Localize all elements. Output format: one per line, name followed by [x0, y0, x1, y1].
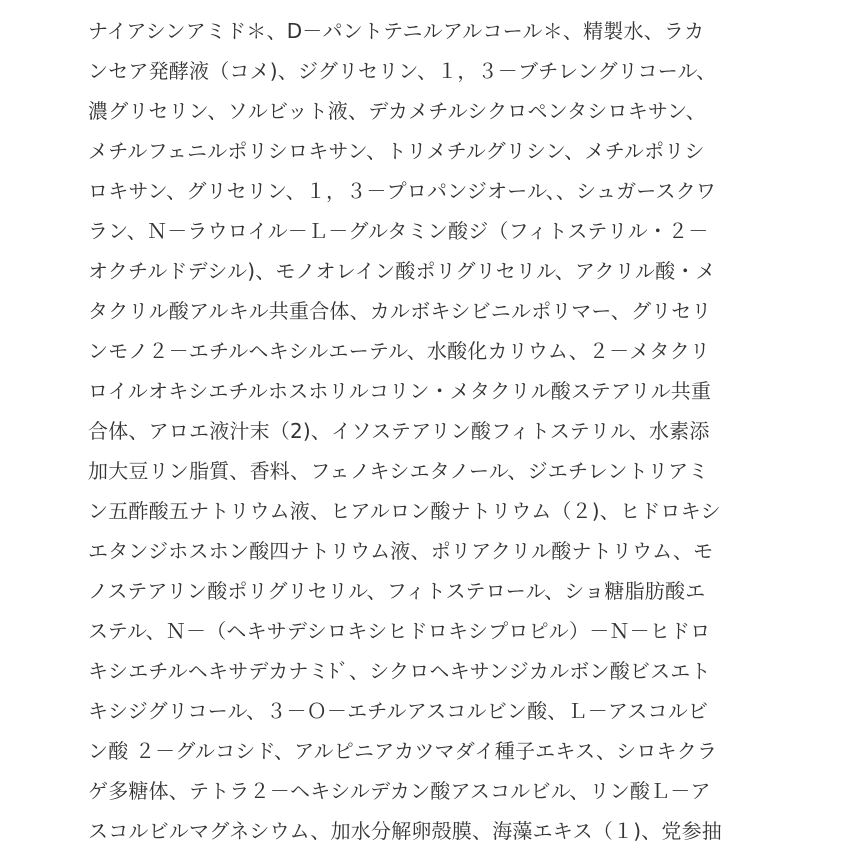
ingredient-line-13: ン五酢酸五ナトリウム液、ヒアルロン酸ナトリウム（２)、ヒドロキシ	[88, 499, 721, 523]
ingredient-line-3: 濃グリセリン、ソルビット液、デカメチルシクロペンタシロキサン、	[88, 99, 706, 123]
ingredient-line-19: ン酸 ２－グルコシド、アルピニアカツマダイ種子エキス、シロキクラ	[88, 739, 718, 763]
ingredient-line-15: ノステアリン酸ポリグリセリル、フィトステロール、ショ糖脂肪酸エ	[88, 579, 706, 603]
ingredient-line-7: オクチルドデシル)、モノオレイン酸ポリグリセリル、アクリル酸・メ	[88, 259, 716, 283]
ingredient-line-11: 合体、アロエ液汁末（2)、イソステアリン酸フィトステリル、水素添	[88, 419, 710, 443]
ingredient-line-12: 加大豆リン脂質、香料、フェノキシエタノール、ジエチレントリアミ	[88, 459, 709, 483]
ingredient-line-21: スコルビルマグネシウム、加水分解卵殻膜、海藻エキス（１)、党参抽	[88, 819, 723, 843]
ingredient-line-14: エタンジホスホン酸四ナトリウム液、ポリアクリル酸ナトリウム、モ	[88, 539, 714, 563]
ingredient-line-10: ロイルオキシエチルホスホリルコリン・メタクリル酸ステアリル共重	[88, 379, 712, 403]
ingredient-line-9: ンモノ２－エチルヘキシルエーテル、水酸化カリウム、２－メタクリ	[88, 339, 711, 363]
ingredient-line-5: ロキサン、グリセリン、１，３－プロパンジオール、、シュガースクワ	[88, 179, 717, 203]
ingredient-line-18: キシジグリコール、３－Ｏ－エチルアスコルビン酸、Ｌ－アスコルビ	[88, 699, 709, 723]
ingredient-line-20: ゲ多糖体、テトラ２－ヘキシルデカン酸アスコルビル、リン酸Ｌ－ア	[88, 779, 711, 803]
ingredient-list	[88, 11, 788, 851]
ingredient-line-8: タクリル酸アルキル共重合体、カルボキシビニルポリマー、グリセリ	[88, 299, 712, 323]
ingredient-line-2: ンセア発酵液（コメ)、ジグリセリン、１，３－ブチレングリコール、	[88, 59, 717, 83]
ingredient-line-16: ステル、Ｎ－（ヘキサデシロキシヒドロキシプロピル）－Ｎ－ヒドロ	[88, 619, 711, 643]
ingredient-line-4: メチルフェニルポリシロキサン、トリメチルグリシン、メチルポリシ	[88, 139, 705, 163]
ingredient-line-17: キシエチルヘキサデカナミﾄﾞ、シクロヘキサンジカルボン酸ビスエト	[88, 659, 711, 683]
ingredient-line-6: ラン、Ｎ－ラウロイル－Ｌ－グルタミン酸ジ（フィトステリル・２－	[88, 219, 709, 243]
ingredient-line-1: ナイアシンアミド＊、D－パントテニルアルコール＊、精製水、ラカ	[88, 19, 705, 43]
